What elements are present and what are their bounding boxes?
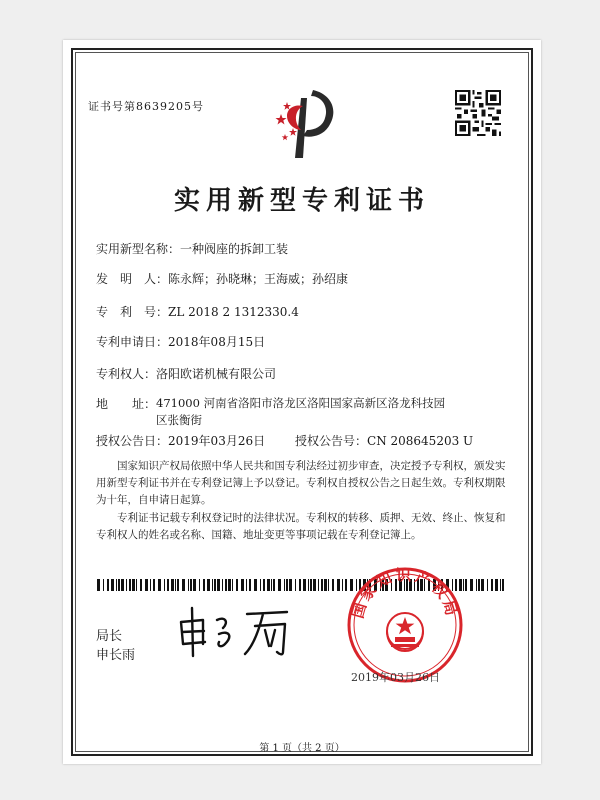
certificate-paragraph-1: 国家知识产权局依照中华人民共和国专利法经过初步审查，决定授予专利权，颁发实用新型专利证书并在专利登记簿上予以登记。专利权自授权公告之日起生效。专利权期限为十年，自申请日起算。	[96, 460, 506, 506]
field-grant-number	[295, 432, 473, 449]
field-value: CN 208645203 U	[367, 434, 474, 448]
official-seal	[345, 565, 465, 685]
cnipa-emblem	[273, 84, 343, 162]
handwritten-signature	[173, 600, 303, 660]
field-utility-model-name	[96, 240, 288, 257]
field-label: 授权公告号：	[295, 434, 368, 448]
page-indicator: 第 1 页（共 2 页）	[259, 743, 345, 754]
signature-title: 局长	[96, 629, 123, 644]
field-value: 陈永辉；孙晓琳；王海威；孙绍康	[168, 272, 349, 286]
certificate-paragraph-2: 专利证书记载专利权登记时的法律状况。专利权的转移、质押、无效、终止、恢复和专利权人的姓名或名称、国籍、地址变更等事项记载在专利登记簿上。	[96, 512, 506, 541]
field-value	[156, 395, 445, 429]
field-patent-number	[96, 303, 299, 320]
field-label: 专利权人：	[96, 367, 157, 381]
field-value: ZL 2018 2 1312330.4	[168, 305, 299, 319]
field-value: 一种阀座的拆卸工装	[180, 242, 289, 256]
field-value: 洛阳欧诺机械有限公司	[156, 367, 277, 381]
field-inventor	[96, 270, 348, 287]
field-patent-holder	[96, 365, 276, 382]
seal-date: 2019年03月26日	[351, 671, 440, 684]
certificate-page	[63, 40, 541, 764]
field-value: 2018年08月15日	[168, 335, 266, 349]
field-label: 专利申请日：	[96, 335, 169, 349]
national-emblem-icon	[387, 613, 423, 651]
field-grant-date	[96, 432, 265, 449]
signature-name: 申长雨	[96, 648, 136, 663]
field-label: 授权公告日：	[96, 434, 169, 448]
field-label: 专 利 号：	[96, 305, 169, 319]
field-label: 地 址：	[96, 397, 157, 411]
field-label: 实用新型名称：	[96, 242, 181, 256]
field-label: 发 明 人：	[96, 272, 169, 286]
address-line-1: 471000 河南省洛阳市洛龙区洛阳国家高新区洛龙科技园	[156, 396, 446, 410]
field-address	[96, 395, 445, 429]
certificate-number: 证书号第8639205号	[88, 100, 204, 113]
seal-text: 国家知识产权局	[348, 566, 462, 621]
field-filing-date	[96, 333, 265, 350]
address-line-2: 区张衡街	[156, 413, 203, 427]
certificate-title: 实用新型专利证书	[173, 186, 430, 216]
field-value: 2019年03月26日	[168, 434, 266, 448]
qr-code	[455, 90, 501, 136]
